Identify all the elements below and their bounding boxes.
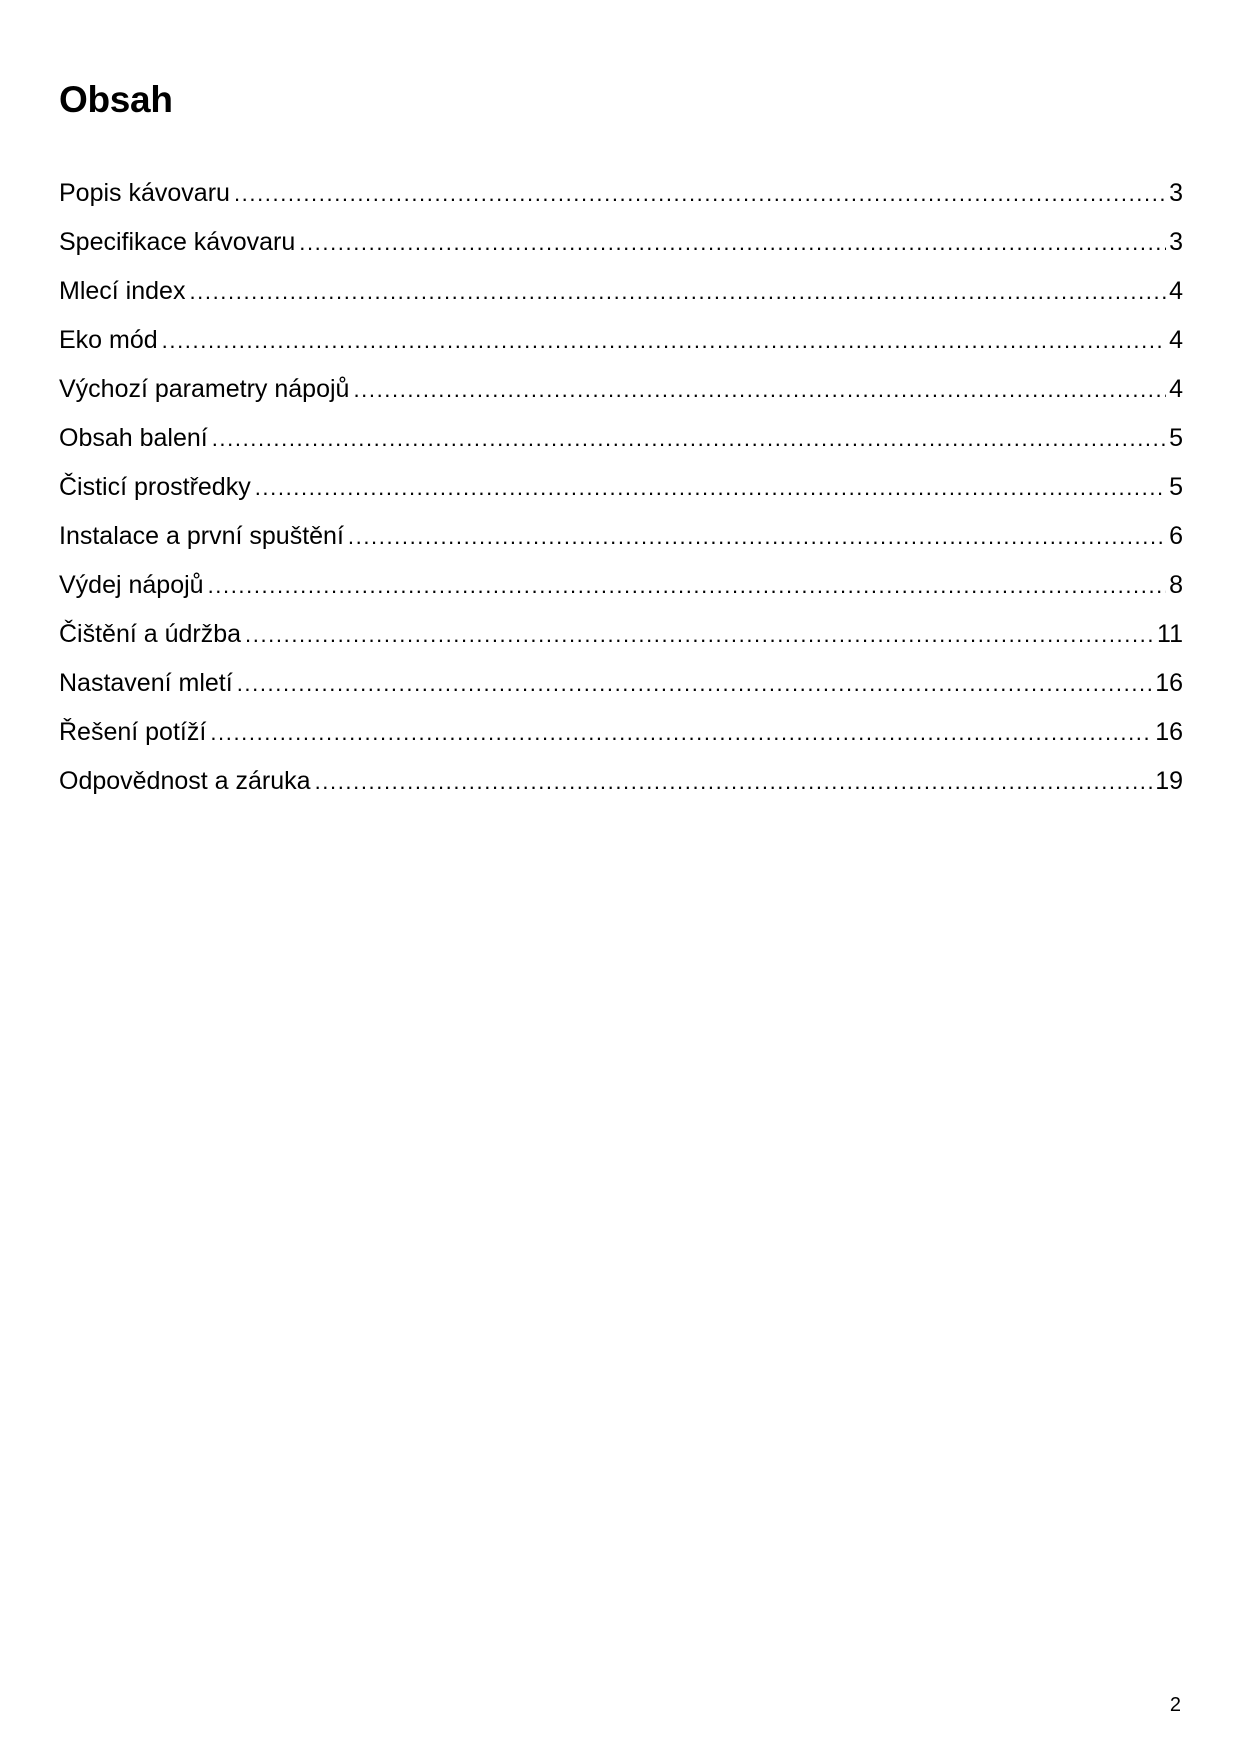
toc-entry-vydej-napoju[interactable] xyxy=(59,564,1183,613)
toc-entry-page: 8 xyxy=(1169,571,1183,599)
toc-entry-vychozi-parametry-napoju[interactable] xyxy=(59,368,1183,417)
toc-entry-title: Mlecí index xyxy=(59,277,186,305)
toc-entry-cistici-prostredky[interactable] xyxy=(59,466,1183,515)
toc-dot-leader xyxy=(189,271,1166,313)
toc-dot-leader xyxy=(315,761,1153,803)
toc-entry-page: 4 xyxy=(1169,326,1183,354)
toc-entry-page: 3 xyxy=(1169,228,1183,256)
page-title: Obsah xyxy=(59,79,173,120)
toc-entry-page: 5 xyxy=(1169,424,1183,452)
toc-entry-title: Čištění a údržba xyxy=(59,620,242,648)
toc-entry-obsah-baleni[interactable] xyxy=(59,417,1183,466)
toc-entry-page: 4 xyxy=(1169,277,1183,305)
toc-entry-instalace-a-prvni-spusteni[interactable] xyxy=(59,515,1183,564)
toc-entry-cisteni-a-udrzba[interactable] xyxy=(59,613,1183,662)
toc-entry-title: Eko mód xyxy=(59,326,158,354)
toc-entry-title: Řešení potíží xyxy=(59,718,207,746)
toc-entry-title: Popis kávovaru xyxy=(59,179,230,207)
toc-entry-page: 11 xyxy=(1157,620,1183,648)
toc-dot-leader xyxy=(299,222,1166,264)
toc-entry-specifikace-kavovaru[interactable] xyxy=(59,221,1183,270)
toc-dot-leader xyxy=(212,418,1166,460)
toc-dot-leader xyxy=(234,173,1166,215)
toc-entry-eko-mod[interactable] xyxy=(59,319,1183,368)
toc-entry-page: 6 xyxy=(1169,522,1183,550)
toc-dot-leader xyxy=(255,467,1166,509)
toc-entry-title: Nastavení mletí xyxy=(59,669,233,697)
toc-entry-page: 4 xyxy=(1169,375,1183,403)
toc-entry-title: Instalace a první spuštění xyxy=(59,522,344,550)
page-number: 2 xyxy=(1169,1694,1181,1716)
toc-entry-title: Obsah balení xyxy=(59,424,208,452)
toc-entry-title: Čisticí prostředky xyxy=(59,473,251,501)
toc-entry-page: 3 xyxy=(1169,179,1183,207)
toc-entry-reseni-potizi[interactable] xyxy=(59,711,1183,760)
toc-dot-leader xyxy=(245,614,1154,656)
toc-dot-leader xyxy=(348,516,1166,558)
toc-entry-odpovednost-a-zaruka[interactable] xyxy=(59,760,1183,809)
toc-entry-mleci-index[interactable] xyxy=(59,270,1183,319)
toc-dot-leader xyxy=(162,320,1166,362)
toc-dot-leader xyxy=(208,565,1167,607)
toc-entry-nastaveni-mleti[interactable] xyxy=(59,662,1183,711)
toc-entry-title: Výdej nápojů xyxy=(59,571,204,599)
toc-entry-page: 19 xyxy=(1155,767,1183,795)
toc-entry-title: Výchozí parametry nápojů xyxy=(59,375,350,403)
toc-dot-leader xyxy=(353,369,1166,411)
toc-entry-title: Odpovědnost a záruka xyxy=(59,767,311,795)
toc-entry-page: 16 xyxy=(1155,718,1183,746)
toc-entry-page: 5 xyxy=(1169,473,1183,501)
toc-entry-title: Specifikace kávovaru xyxy=(59,228,296,256)
toc-entry-popis-kavovaru[interactable] xyxy=(59,172,1183,221)
table-of-contents xyxy=(59,172,1183,809)
toc-dot-leader xyxy=(210,712,1152,754)
toc-entry-page: 16 xyxy=(1155,669,1183,697)
toc-dot-leader xyxy=(237,663,1153,705)
